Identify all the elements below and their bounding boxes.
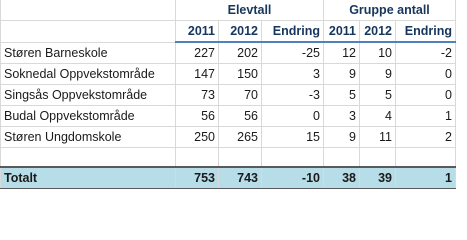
school-name-cell[interactable]: Singsås Oppvekstområde (1, 85, 176, 106)
elev-endring-header[interactable]: Endring (262, 21, 324, 43)
total-elev-2012-cell[interactable]: 743 (219, 167, 262, 189)
elev-2011-header[interactable]: 2011 (176, 21, 219, 43)
table-row (1, 42, 456, 64)
grp-2011-cell[interactable]: 12 (324, 42, 360, 64)
grp-2012-cell[interactable]: 9 (360, 64, 396, 85)
empty-cell[interactable] (360, 148, 396, 168)
grp-2011-cell[interactable]: 3 (324, 106, 360, 127)
total-elev-2011-cell[interactable]: 753 (176, 167, 219, 189)
total-grp-2011-cell[interactable]: 38 (324, 167, 360, 189)
grp-2011-cell[interactable]: 5 (324, 85, 360, 106)
elev-2012-header[interactable]: 2012 (219, 21, 262, 43)
school-name-cell[interactable]: Støren Barneskole (1, 42, 176, 64)
elev-2012-cell[interactable]: 265 (219, 127, 262, 148)
elev-endring-cell[interactable]: -3 (262, 85, 324, 106)
elev-endring-cell[interactable]: 0 (262, 106, 324, 127)
table-row (1, 85, 456, 106)
elev-2011-cell[interactable]: 147 (176, 64, 219, 85)
grp-endring-cell[interactable]: 0 (396, 64, 456, 85)
school-name-cell[interactable]: Soknedal Oppvekstområde (1, 64, 176, 85)
grp-2011-cell[interactable]: 9 (324, 64, 360, 85)
blank-cell[interactable] (1, 21, 176, 43)
column-header-row (1, 21, 456, 43)
empty-cell[interactable] (324, 148, 360, 168)
school-name-cell[interactable]: Støren Ungdomskole (1, 127, 176, 148)
total-grp-2012-cell[interactable]: 39 (360, 167, 396, 189)
grp-2012-header[interactable]: 2012 (360, 21, 396, 43)
total-label-cell[interactable]: Totalt (1, 167, 176, 189)
grp-2012-cell[interactable]: 10 (360, 42, 396, 64)
elev-endring-cell[interactable]: 15 (262, 127, 324, 148)
total-grp-endring-cell[interactable]: 1 (396, 167, 456, 189)
grp-2011-header[interactable]: 2011 (324, 21, 360, 43)
elev-2011-cell[interactable]: 227 (176, 42, 219, 64)
elev-2011-cell[interactable]: 250 (176, 127, 219, 148)
elev-2011-cell[interactable]: 56 (176, 106, 219, 127)
elev-2012-cell[interactable]: 150 (219, 64, 262, 85)
grp-endring-cell[interactable]: 0 (396, 85, 456, 106)
grp-2012-cell[interactable]: 11 (360, 127, 396, 148)
grp-endring-cell[interactable]: -2 (396, 42, 456, 64)
school-name-cell[interactable]: Budal Oppvekstområde (1, 106, 176, 127)
grp-endring-header[interactable]: Endring (396, 21, 456, 43)
gruppe-antall-group-header[interactable]: Gruppe antall (324, 0, 456, 21)
grp-2011-cell[interactable]: 9 (324, 127, 360, 148)
table-row (1, 127, 456, 148)
grp-endring-cell[interactable]: 1 (396, 106, 456, 127)
elevtall-group-header[interactable]: Elevtall (176, 0, 324, 21)
grp-2012-cell[interactable]: 5 (360, 85, 396, 106)
group-header-row (1, 0, 456, 21)
table-row (1, 64, 456, 85)
empty-row (1, 148, 456, 168)
table-row (1, 106, 456, 127)
elev-2011-cell[interactable]: 73 (176, 85, 219, 106)
total-row (1, 167, 456, 189)
grp-2012-cell[interactable]: 4 (360, 106, 396, 127)
grp-endring-cell[interactable]: 2 (396, 127, 456, 148)
total-elev-endring-cell[interactable]: -10 (262, 167, 324, 189)
empty-cell[interactable] (262, 148, 324, 168)
empty-cell[interactable] (219, 148, 262, 168)
empty-cell[interactable] (396, 148, 456, 168)
elev-2012-cell[interactable]: 202 (219, 42, 262, 64)
empty-cell[interactable] (176, 148, 219, 168)
empty-cell[interactable] (1, 148, 176, 168)
elev-2012-cell[interactable]: 70 (219, 85, 262, 106)
elev-2012-cell[interactable]: 56 (219, 106, 262, 127)
elev-endring-cell[interactable]: -25 (262, 42, 324, 64)
elev-endring-cell[interactable]: 3 (262, 64, 324, 85)
blank-cell[interactable] (1, 0, 176, 21)
